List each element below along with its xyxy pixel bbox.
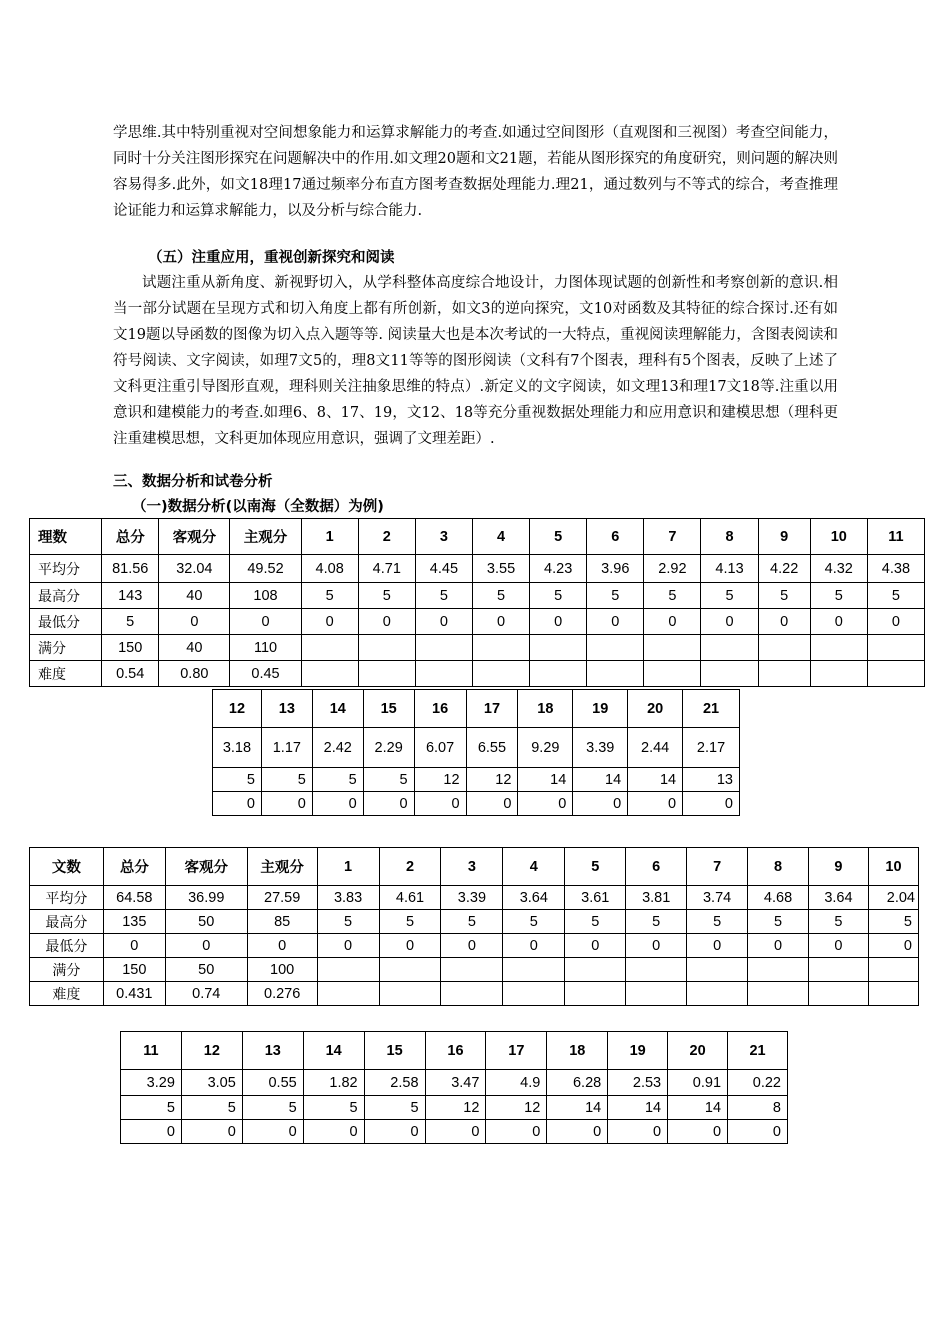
cell: 5 bbox=[748, 910, 809, 934]
header-cell: 3 bbox=[441, 848, 503, 886]
cell: 4.22 bbox=[758, 555, 810, 583]
cell: 0 bbox=[414, 792, 466, 816]
cell bbox=[301, 661, 358, 687]
cell: 6.07 bbox=[414, 728, 466, 768]
cell: 0 bbox=[301, 609, 358, 635]
cell: 0 bbox=[379, 934, 441, 958]
cell: 4.9 bbox=[486, 1070, 547, 1096]
cell: 3.39 bbox=[573, 728, 628, 768]
cell: 0 bbox=[808, 934, 868, 958]
cell: 0 bbox=[644, 609, 701, 635]
cell bbox=[810, 635, 867, 661]
cell bbox=[358, 661, 415, 687]
header-cell: 3 bbox=[415, 519, 472, 555]
cell: 5 bbox=[301, 583, 358, 609]
cell: 5 bbox=[213, 768, 262, 792]
cell bbox=[503, 958, 565, 982]
cell: 14 bbox=[668, 1096, 728, 1120]
cell: 3.39 bbox=[441, 886, 503, 910]
cell bbox=[301, 635, 358, 661]
row-label: 平均分 bbox=[30, 555, 102, 583]
cell bbox=[565, 982, 626, 1006]
cell: 0 bbox=[165, 934, 247, 958]
cell bbox=[317, 958, 379, 982]
header-cell: 20 bbox=[668, 1032, 728, 1070]
cell: 0.54 bbox=[102, 661, 159, 687]
cell: 0.74 bbox=[165, 982, 247, 1006]
cell: 0 bbox=[415, 609, 472, 635]
row-label: 最高分 bbox=[30, 583, 102, 609]
cell: 0 bbox=[547, 1120, 608, 1144]
cell: 5 bbox=[530, 583, 587, 609]
header-cell: 21 bbox=[683, 690, 740, 728]
cell: 50 bbox=[165, 958, 247, 982]
cell: 5 bbox=[303, 1096, 364, 1120]
cell: 6.28 bbox=[547, 1070, 608, 1096]
cell: 13 bbox=[683, 768, 740, 792]
cell bbox=[808, 958, 868, 982]
subsection-heading-data: （一)数据分析(以南海（全数据）为例) bbox=[132, 499, 384, 515]
cell: 0 bbox=[518, 792, 573, 816]
cell: 5 bbox=[379, 910, 441, 934]
table-row bbox=[213, 792, 740, 816]
cell: 2.53 bbox=[608, 1070, 668, 1096]
cell bbox=[644, 635, 701, 661]
row-label: 平均分 bbox=[30, 886, 104, 910]
cell: 5 bbox=[867, 583, 924, 609]
cell bbox=[868, 982, 918, 1006]
cell: 8 bbox=[728, 1096, 788, 1120]
header-cell: 总分 bbox=[102, 519, 159, 555]
cell: 0.45 bbox=[230, 661, 301, 687]
cell: 0 bbox=[363, 792, 414, 816]
cell bbox=[503, 982, 565, 1006]
cell: 4.45 bbox=[415, 555, 472, 583]
header-cell: 14 bbox=[303, 1032, 364, 1070]
table-row bbox=[213, 768, 740, 792]
cell: 100 bbox=[247, 958, 317, 982]
header-cell: 15 bbox=[364, 1032, 425, 1070]
cell: 4.38 bbox=[867, 555, 924, 583]
header-cell: 6 bbox=[626, 848, 687, 886]
header-cell: 9 bbox=[808, 848, 868, 886]
header-cell: 12 bbox=[213, 690, 262, 728]
cell: 0.276 bbox=[247, 982, 317, 1006]
table-row bbox=[30, 982, 919, 1006]
cell: 3.81 bbox=[626, 886, 687, 910]
row-label: 满分 bbox=[30, 635, 102, 661]
cell: 0 bbox=[312, 792, 363, 816]
cell: 12 bbox=[425, 1096, 486, 1120]
cell: 5 bbox=[472, 583, 529, 609]
header-cell: 21 bbox=[728, 1032, 788, 1070]
cell: 143 bbox=[102, 583, 159, 609]
cell bbox=[868, 958, 918, 982]
cell: 5 bbox=[364, 1096, 425, 1120]
header-cell: 7 bbox=[644, 519, 701, 555]
paragraph-thinking: 学思维.其中特别重视对空间想象能力和运算求解能力的考查.如通过空间图形（直观图和三视图）考查空间能力，同时十分关注图形探究在问题解决中的作用.如文理20题和文21题，若能从图形探究的角度研究，则问题的解决则容易得多.此外，如文18理17通过频率分布直方图考查数据处理能力.理21，通过数列与不等式的综合，考查推理论证能力和运算求解能力，以及分析与综合能力. bbox=[113, 125, 838, 219]
cell: 5 bbox=[758, 583, 810, 609]
cell bbox=[626, 982, 687, 1006]
cell: 0 bbox=[565, 934, 626, 958]
cell: 3.83 bbox=[317, 886, 379, 910]
cell: 0 bbox=[121, 1120, 182, 1144]
section-heading-5: （五）注重应用，重视创新探究和阅读 bbox=[148, 250, 395, 266]
cell: 40 bbox=[159, 635, 230, 661]
cell bbox=[867, 635, 924, 661]
cell bbox=[530, 661, 587, 687]
cell bbox=[472, 635, 529, 661]
cell: 0 bbox=[486, 1120, 547, 1144]
header-cell: 8 bbox=[701, 519, 758, 555]
cell bbox=[415, 661, 472, 687]
cell: 5 bbox=[701, 583, 758, 609]
header-cell: 19 bbox=[573, 690, 628, 728]
cell: 6.55 bbox=[466, 728, 518, 768]
table-row bbox=[30, 555, 925, 583]
header-cell: 11 bbox=[121, 1032, 182, 1070]
cell: 0 bbox=[687, 934, 748, 958]
cell bbox=[441, 982, 503, 1006]
table-row bbox=[30, 886, 919, 910]
cell: 3.47 bbox=[425, 1070, 486, 1096]
cell: 0 bbox=[628, 792, 683, 816]
cell: 0 bbox=[503, 934, 565, 958]
cell: 0.55 bbox=[242, 1070, 303, 1096]
header-cell: 16 bbox=[425, 1032, 486, 1070]
row-label: 难度 bbox=[30, 661, 102, 687]
header-cell: 2 bbox=[358, 519, 415, 555]
header-cell: 17 bbox=[486, 1032, 547, 1070]
cell: 108 bbox=[230, 583, 301, 609]
table-header-row bbox=[30, 519, 925, 555]
table-header-row bbox=[121, 1032, 788, 1070]
cell: 0.431 bbox=[103, 982, 165, 1006]
cell: 0 bbox=[587, 609, 644, 635]
liberal-arts-stats-table-continued bbox=[120, 1031, 788, 1144]
science-stats-table bbox=[29, 518, 925, 687]
cell: 0 bbox=[472, 609, 529, 635]
table-row bbox=[121, 1096, 788, 1120]
header-cell: 14 bbox=[312, 690, 363, 728]
cell bbox=[565, 958, 626, 982]
cell: 5 bbox=[644, 583, 701, 609]
header-cell: 2 bbox=[379, 848, 441, 886]
header-cell: 10 bbox=[868, 848, 918, 886]
cell bbox=[441, 958, 503, 982]
header-cell: 8 bbox=[748, 848, 809, 886]
cell: 81.56 bbox=[102, 555, 159, 583]
cell: 5 bbox=[441, 910, 503, 934]
table-row bbox=[121, 1070, 788, 1096]
cell: 0 bbox=[213, 792, 262, 816]
table-row bbox=[121, 1120, 788, 1144]
header-cell: 20 bbox=[628, 690, 683, 728]
cell: 5 bbox=[317, 910, 379, 934]
cell bbox=[530, 635, 587, 661]
cell: 0 bbox=[247, 934, 317, 958]
cell: 3.74 bbox=[687, 886, 748, 910]
cell bbox=[626, 958, 687, 982]
cell bbox=[379, 982, 441, 1006]
cell bbox=[687, 958, 748, 982]
header-cell: 总分 bbox=[103, 848, 165, 886]
table-row bbox=[213, 728, 740, 768]
cell: 0.91 bbox=[668, 1070, 728, 1096]
cell: 5 bbox=[810, 583, 867, 609]
cell: 4.68 bbox=[748, 886, 809, 910]
table-header-row bbox=[30, 848, 919, 886]
cell: 85 bbox=[247, 910, 317, 934]
cell: 0 bbox=[358, 609, 415, 635]
cell bbox=[587, 661, 644, 687]
header-cell: 4 bbox=[472, 519, 529, 555]
cell: 12 bbox=[466, 768, 518, 792]
header-cell: 7 bbox=[687, 848, 748, 886]
header-cell: 11 bbox=[867, 519, 924, 555]
cell: 40 bbox=[159, 583, 230, 609]
cell bbox=[867, 661, 924, 687]
cell: 0 bbox=[530, 609, 587, 635]
cell: 1.17 bbox=[261, 728, 312, 768]
header-cell: 10 bbox=[810, 519, 867, 555]
cell: 4.08 bbox=[301, 555, 358, 583]
cell: 0 bbox=[425, 1120, 486, 1144]
cell: 2.42 bbox=[312, 728, 363, 768]
cell: 5 bbox=[261, 768, 312, 792]
cell: 3.96 bbox=[587, 555, 644, 583]
table-row bbox=[30, 661, 925, 687]
header-cell: 17 bbox=[466, 690, 518, 728]
cell: 0 bbox=[261, 792, 312, 816]
cell: 3.29 bbox=[121, 1070, 182, 1096]
cell: 27.59 bbox=[247, 886, 317, 910]
header-cell: 主观分 bbox=[247, 848, 317, 886]
header-cell: 客观分 bbox=[165, 848, 247, 886]
cell: 14 bbox=[547, 1096, 608, 1120]
header-cell: 16 bbox=[414, 690, 466, 728]
cell: 2.29 bbox=[363, 728, 414, 768]
cell bbox=[687, 982, 748, 1006]
cell: 0 bbox=[317, 934, 379, 958]
cell: 2.92 bbox=[644, 555, 701, 583]
cell bbox=[644, 661, 701, 687]
cell: 0 bbox=[303, 1120, 364, 1144]
paragraph-innovation: 试题注重从新角度、新视野切入，从学科整体高度综合地设计，力图体现试题的创新性和考察创新的意识.相当一部分试题在呈现方式和切入角度上都有所创新，如文3的逆向探究，文10对函数及其特征的综合探讨.还有如文19题以导函数的图像为切入点入题等等. 阅读量大也是本次考试的一大特点，重视阅读理解能力，含图表阅读和符号阅读、文字阅读，如理7文5的，理8文11等等的图形阅读（文科有7个图表，理科有5个图表，反映了上述了文科更注重引导图形直观，理科则关注抽象思维的特点）.新定义的文字阅读，如文理13和理17文18等.注重以用意识和建模能力的考查.如理6、8、17、19，文12、18等充分重视数据处理能力和应用意识和建模思想（理科更注重建模思想，文科更加体现应用意识，强调了文理差距）. bbox=[113, 275, 838, 447]
cell: 0 bbox=[466, 792, 518, 816]
table-row bbox=[30, 934, 919, 958]
cell: 0 bbox=[867, 609, 924, 635]
cell: 0 bbox=[701, 609, 758, 635]
cell: 12 bbox=[414, 768, 466, 792]
cell: 5 bbox=[626, 910, 687, 934]
cell: 4.23 bbox=[530, 555, 587, 583]
header-cell: 理数 bbox=[30, 519, 102, 555]
header-cell: 12 bbox=[181, 1032, 242, 1070]
cell: 5 bbox=[687, 910, 748, 934]
header-cell: 4 bbox=[503, 848, 565, 886]
cell: 3.64 bbox=[503, 886, 565, 910]
cell bbox=[358, 635, 415, 661]
header-cell: 18 bbox=[518, 690, 573, 728]
table-row bbox=[30, 910, 919, 934]
header-cell: 9 bbox=[758, 519, 810, 555]
header-cell: 6 bbox=[587, 519, 644, 555]
header-cell: 15 bbox=[363, 690, 414, 728]
table-row bbox=[30, 635, 925, 661]
cell: 0 bbox=[868, 934, 918, 958]
table-row bbox=[30, 958, 919, 982]
cell: 0.80 bbox=[159, 661, 230, 687]
cell: 0 bbox=[230, 609, 301, 635]
cell: 9.29 bbox=[518, 728, 573, 768]
cell: 14 bbox=[628, 768, 683, 792]
cell: 4.71 bbox=[358, 555, 415, 583]
cell: 0.22 bbox=[728, 1070, 788, 1096]
liberal-arts-stats-table bbox=[29, 847, 919, 1006]
cell: 49.52 bbox=[230, 555, 301, 583]
cell: 135 bbox=[103, 910, 165, 934]
cell: 5 bbox=[242, 1096, 303, 1120]
cell: 0 bbox=[626, 934, 687, 958]
cell bbox=[748, 982, 809, 1006]
cell bbox=[415, 635, 472, 661]
cell: 0 bbox=[748, 934, 809, 958]
cell: 5 bbox=[587, 583, 644, 609]
cell bbox=[758, 635, 810, 661]
row-label: 最低分 bbox=[30, 934, 104, 958]
cell bbox=[701, 635, 758, 661]
cell bbox=[810, 661, 867, 687]
cell: 150 bbox=[102, 635, 159, 661]
cell: 5 bbox=[358, 583, 415, 609]
header-cell: 5 bbox=[530, 519, 587, 555]
cell: 0 bbox=[573, 792, 628, 816]
cell: 0 bbox=[159, 609, 230, 635]
row-label: 满分 bbox=[30, 958, 104, 982]
header-cell: 13 bbox=[261, 690, 312, 728]
cell: 0 bbox=[103, 934, 165, 958]
header-cell: 主观分 bbox=[230, 519, 301, 555]
cell: 4.32 bbox=[810, 555, 867, 583]
cell bbox=[748, 958, 809, 982]
header-cell: 文数 bbox=[30, 848, 104, 886]
cell: 5 bbox=[121, 1096, 182, 1120]
cell: 0 bbox=[728, 1120, 788, 1144]
cell: 0 bbox=[810, 609, 867, 635]
cell: 3.18 bbox=[213, 728, 262, 768]
cell: 5 bbox=[102, 609, 159, 635]
cell: 50 bbox=[165, 910, 247, 934]
header-cell: 18 bbox=[547, 1032, 608, 1070]
table-row bbox=[30, 583, 925, 609]
table-row bbox=[30, 609, 925, 635]
science-stats-table-continued bbox=[212, 689, 740, 816]
cell: 5 bbox=[868, 910, 918, 934]
cell: 0 bbox=[668, 1120, 728, 1144]
cell: 0 bbox=[441, 934, 503, 958]
cell bbox=[808, 982, 868, 1006]
row-label: 最低分 bbox=[30, 609, 102, 635]
cell: 0 bbox=[364, 1120, 425, 1144]
cell: 0 bbox=[758, 609, 810, 635]
cell: 5 bbox=[808, 910, 868, 934]
cell: 64.58 bbox=[103, 886, 165, 910]
cell: 5 bbox=[503, 910, 565, 934]
cell: 14 bbox=[573, 768, 628, 792]
header-cell: 客观分 bbox=[159, 519, 230, 555]
cell bbox=[317, 982, 379, 1006]
section-heading-3: 三、数据分析和试卷分析 bbox=[113, 474, 273, 490]
cell: 14 bbox=[608, 1096, 668, 1120]
cell bbox=[379, 958, 441, 982]
row-label: 难度 bbox=[30, 982, 104, 1006]
cell: 3.05 bbox=[181, 1070, 242, 1096]
cell: 5 bbox=[415, 583, 472, 609]
header-cell: 13 bbox=[242, 1032, 303, 1070]
cell: 36.99 bbox=[165, 886, 247, 910]
cell: 5 bbox=[565, 910, 626, 934]
cell bbox=[758, 661, 810, 687]
header-cell: 5 bbox=[565, 848, 626, 886]
cell bbox=[701, 661, 758, 687]
cell: 5 bbox=[312, 768, 363, 792]
cell: 2.58 bbox=[364, 1070, 425, 1096]
header-cell: 1 bbox=[317, 848, 379, 886]
cell: 0 bbox=[181, 1120, 242, 1144]
cell: 12 bbox=[486, 1096, 547, 1120]
cell: 3.55 bbox=[472, 555, 529, 583]
cell: 2.04 bbox=[868, 886, 918, 910]
cell: 4.13 bbox=[701, 555, 758, 583]
header-cell: 1 bbox=[301, 519, 358, 555]
cell: 5 bbox=[181, 1096, 242, 1120]
cell: 4.61 bbox=[379, 886, 441, 910]
cell bbox=[472, 661, 529, 687]
table-header-row bbox=[213, 690, 740, 728]
cell: 0 bbox=[242, 1120, 303, 1144]
cell: 5 bbox=[363, 768, 414, 792]
cell: 1.82 bbox=[303, 1070, 364, 1096]
cell: 0 bbox=[683, 792, 740, 816]
cell: 2.17 bbox=[683, 728, 740, 768]
row-label: 最高分 bbox=[30, 910, 104, 934]
cell: 3.64 bbox=[808, 886, 868, 910]
cell: 32.04 bbox=[159, 555, 230, 583]
cell: 150 bbox=[103, 958, 165, 982]
cell: 3.61 bbox=[565, 886, 626, 910]
cell: 0 bbox=[608, 1120, 668, 1144]
cell: 14 bbox=[518, 768, 573, 792]
cell: 2.44 bbox=[628, 728, 683, 768]
header-cell: 19 bbox=[608, 1032, 668, 1070]
cell: 110 bbox=[230, 635, 301, 661]
cell bbox=[587, 635, 644, 661]
